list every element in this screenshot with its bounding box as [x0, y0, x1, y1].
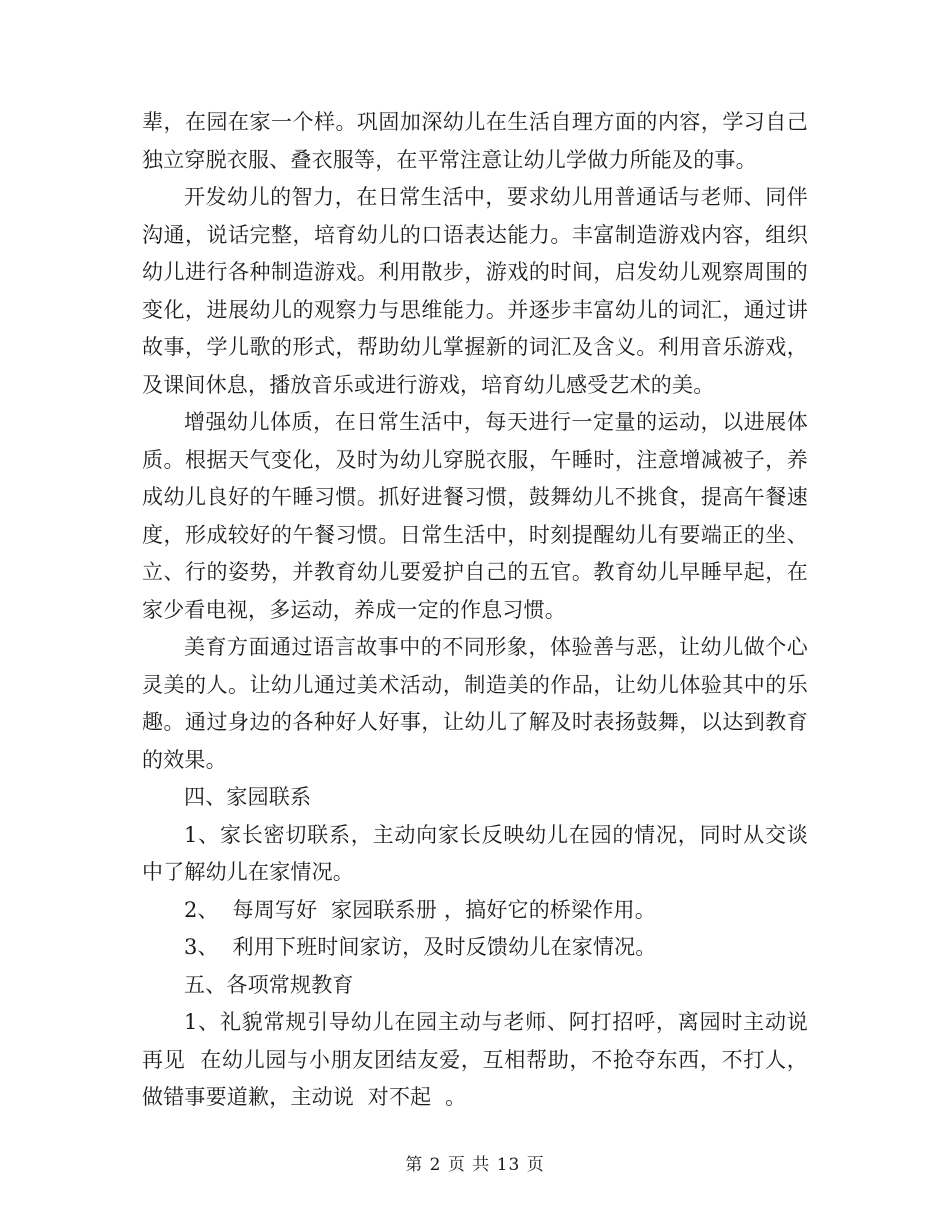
- list-item-parent-contact: 1、家长密切联系，主动向家长反映幼儿在园的情况，同时从交谈中了解幼儿在家情况。: [142, 822, 808, 884]
- section-heading-home-school: 四、家园联系: [184, 785, 312, 809]
- paragraph-self-care: 辈，在园在家一个样。巩固加深幼儿在生活自理方面的内容，学习自己独立穿脱衣服、叠衣服等，在平常注意让幼儿学做力所能及的事。: [142, 110, 808, 172]
- paragraph-intellect: 开发幼儿的智力，在日常生活中，要求幼儿用普通话与老师、同伴沟通，说话完整，培育幼儿的口语表达能力。丰富制造游戏内容，组织幼儿进行各种制造游戏。利用散步，游戏的时间，启发幼儿观察周围的变化，进展幼儿的观察力与思维能力。并逐步丰富幼儿的词汇，通过讲故事，学儿歌的形式，帮助幼儿掌握新的词汇及含义。利用音乐游戏，及课间休息，播放音乐或进行游戏，培育幼儿感受艺术的美。: [142, 185, 808, 397]
- page-number: 第 2 页 共 13 页: [405, 1155, 545, 1175]
- list-item-home-visit: 3、 利用下班时间家访，及时反馈幼儿在家情况。: [184, 935, 657, 959]
- list-item-etiquette: 1、礼貌常规引导幼儿在园主动与老师、阿打招呼，离园时主动说再见 在幼儿园与小朋友团结友爱，互相帮助，不抢夺东西，不打人，做错事要道歉，主动说 对不起 。: [142, 1010, 808, 1109]
- paragraph-physique: 增强幼儿体质，在日常生活中，每天进行一定量的运动，以进展体质。根据天气变化，及时为幼儿穿脱衣服，午睡时，注意增减被子，养成幼儿良好的午睡习惯。抓好进餐习惯，鼓舞幼儿不挑食，提高午餐速度，形成较好的午餐习惯。日常生活中，时刻提醒幼儿有要端正的坐、立、行的姿势，并教育幼儿要爱护自己的五官。教育幼儿早睡早起，在家少看电视，多运动，养成一定的作息习惯。: [142, 410, 808, 622]
- paragraph-aesthetic: 美育方面通过语言故事中的不同形象，体验善与恶，让幼儿做个心灵美的人。让幼儿通过美术活动，制造美的作品，让幼儿体验其中的乐趣。通过身边的各种好人好事，让幼儿了解及时表扬鼓舞，以达到教育的效果。: [142, 635, 808, 772]
- document-body: [142, 104, 808, 1117]
- section-heading-routine: 五、各项常规教育: [184, 972, 354, 997]
- list-item-contact-book: 2、 每周写好 家园联系册 ，搞好它的桥梁作用。: [184, 897, 656, 922]
